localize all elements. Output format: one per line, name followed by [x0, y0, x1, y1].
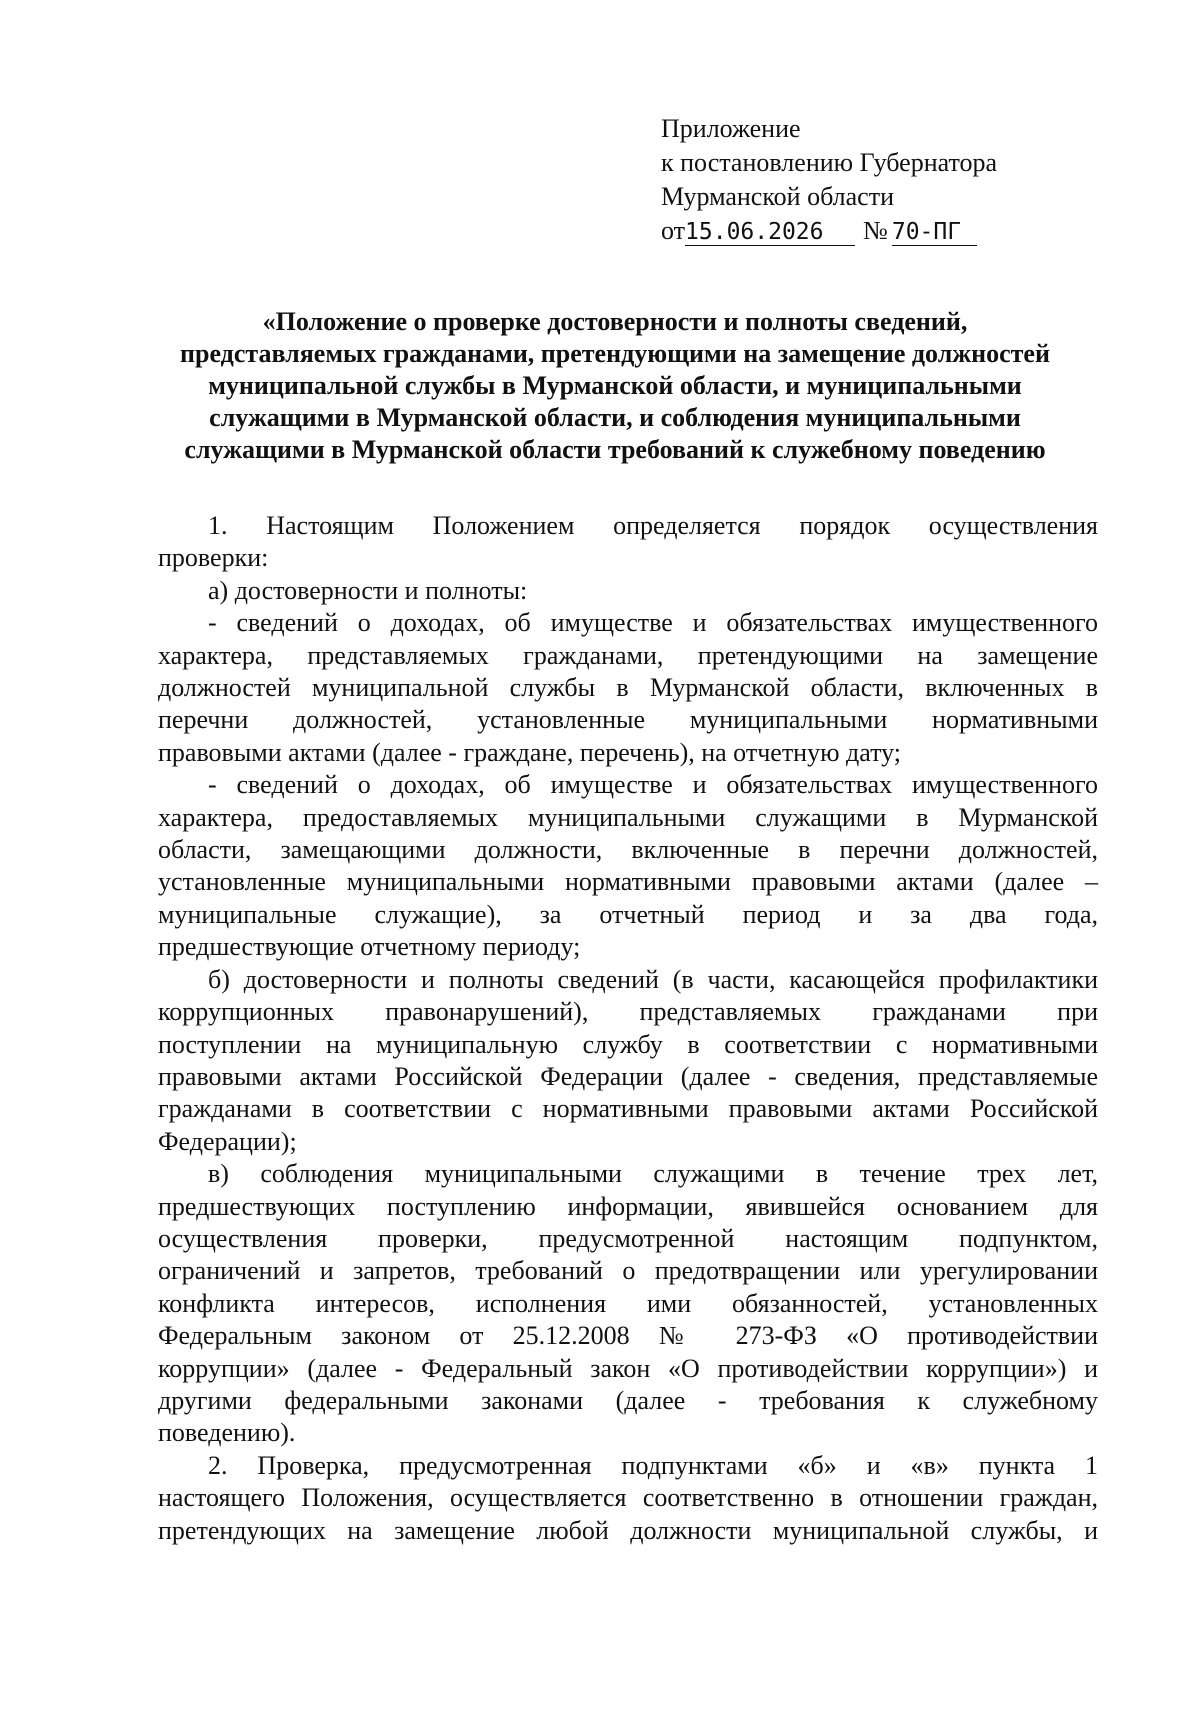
title-line: служащими в Мурманской области требований к служебному поведению	[184, 435, 1046, 464]
text-line: Федерации);	[158, 1126, 297, 1156]
resolution-number: 70-ПГ	[892, 219, 977, 246]
text-line: правовыми актами (далее - граждане, перечень), на отчетную дату;	[158, 737, 902, 767]
text-line: предшествующих поступлению информации, явившейся основанием для	[158, 1191, 1098, 1221]
text-line: поступлении на муниципальную службу в соответствии с нормативными	[158, 1029, 1098, 1059]
text-line: должностей муниципальной службы в Мурманской области, включенных в	[158, 673, 1098, 703]
text-line: характера, предоставляемых муниципальными служащими в Мурманской	[158, 802, 1098, 832]
paragraph-1	[158, 510, 1098, 575]
text-line: - сведений о доходах, об имуществе и обязательствах имущественного	[208, 770, 1098, 800]
text-line: ограничений и запретов, требований о предотвращении или урегулировании	[158, 1256, 1098, 1286]
text-line: настоящего Положения, осуществляется соответственно в отношении граждан,	[158, 1483, 1098, 1513]
date-prefix: от	[661, 216, 686, 245]
text-line: коррупции» (далее - Федеральный закон «О противодействии коррупции») и	[158, 1353, 1098, 1383]
text-line: в) соблюдения муниципальными служащими в течение трех лет,	[208, 1159, 1098, 1189]
text-line: поведению).	[158, 1418, 296, 1448]
title-line: служащими в Мурманской области, и соблюдения муниципальными	[209, 403, 1021, 432]
paragraph-1a	[158, 575, 1098, 607]
document-body	[158, 510, 1098, 1547]
text-line: а) достоверности и полноты:	[208, 575, 528, 605]
text-line: муниципальные служащие), за отчетный период и за два года,	[158, 899, 1098, 929]
number-sign: №	[863, 216, 888, 245]
text-line: осуществления проверки, предусмотренной настоящим подпунктом,	[158, 1223, 1098, 1253]
text-line: перечни должностей, установленные муниципальными нормативными	[158, 705, 1098, 735]
title-line: муниципальной службы в Мурманской области, и муниципальными	[208, 371, 1022, 400]
attachment-date-line	[661, 214, 1061, 248]
text-line: гражданами в соответствии с нормативными правовыми актами Российской	[158, 1094, 1098, 1124]
paragraph-1b	[158, 964, 1098, 1158]
text-line: 2. Проверка, предусмотренная подпунктами «б» и «в» пункта 1	[208, 1450, 1098, 1480]
text-line: другими федеральными законами (далее - требования к служебному	[158, 1385, 1098, 1415]
text-line: области, замещающими должности, включенные в перечни должностей,	[158, 835, 1098, 865]
paragraph-1a-item-2	[158, 769, 1098, 963]
text-line: Федеральным законом от 25.12.2008 № 273-ФЗ «О противодействии	[158, 1321, 1098, 1351]
text-line: претендующих на замещение любой должности муниципальной службы, и	[158, 1515, 1098, 1545]
title-line: представляемых гражданами, претендующими на замещение должностей	[180, 339, 1050, 368]
text-line: конфликта интересов, исполнения ими обязанностей, установленных	[158, 1288, 1098, 1318]
text-line: проверки:	[158, 543, 269, 573]
text-line: характера, представляемых гражданами, претендующими на замещение	[158, 640, 1098, 670]
title-line: «Положение о проверке достоверности и полноты сведений,	[262, 307, 968, 336]
text-line: - сведений о доходах, об имуществе и обязательствах имущественного	[208, 608, 1098, 638]
resolution-date: 15.06.2026	[685, 219, 855, 246]
attachment-label: Приложение	[661, 114, 801, 143]
paragraph-2	[158, 1450, 1098, 1547]
text-line: установленные муниципальными нормативными правовыми актами (далее –	[158, 867, 1098, 897]
text-line: коррупционных правонарушений), представляемых гражданами при	[158, 997, 1098, 1027]
attachment-resolution-line: к постановлению Губернатора	[661, 148, 998, 177]
text-line: б) достоверности и полноты сведений (в части, касающейся профилактики	[208, 964, 1098, 994]
text-line: предшествующие отчетному периоду;	[158, 932, 581, 962]
paragraph-1c	[158, 1158, 1098, 1450]
paragraph-1a-item-1	[158, 607, 1098, 769]
text-line: правовыми актами Российской Федерации (далее - сведения, представляемые	[158, 1061, 1098, 1091]
attachment-region-line: Мурманской области	[661, 182, 894, 211]
document-title	[150, 306, 1080, 466]
text-line: 1. Настоящим Положением определяется порядок осуществления	[208, 511, 1098, 540]
attachment-header	[661, 112, 1061, 248]
